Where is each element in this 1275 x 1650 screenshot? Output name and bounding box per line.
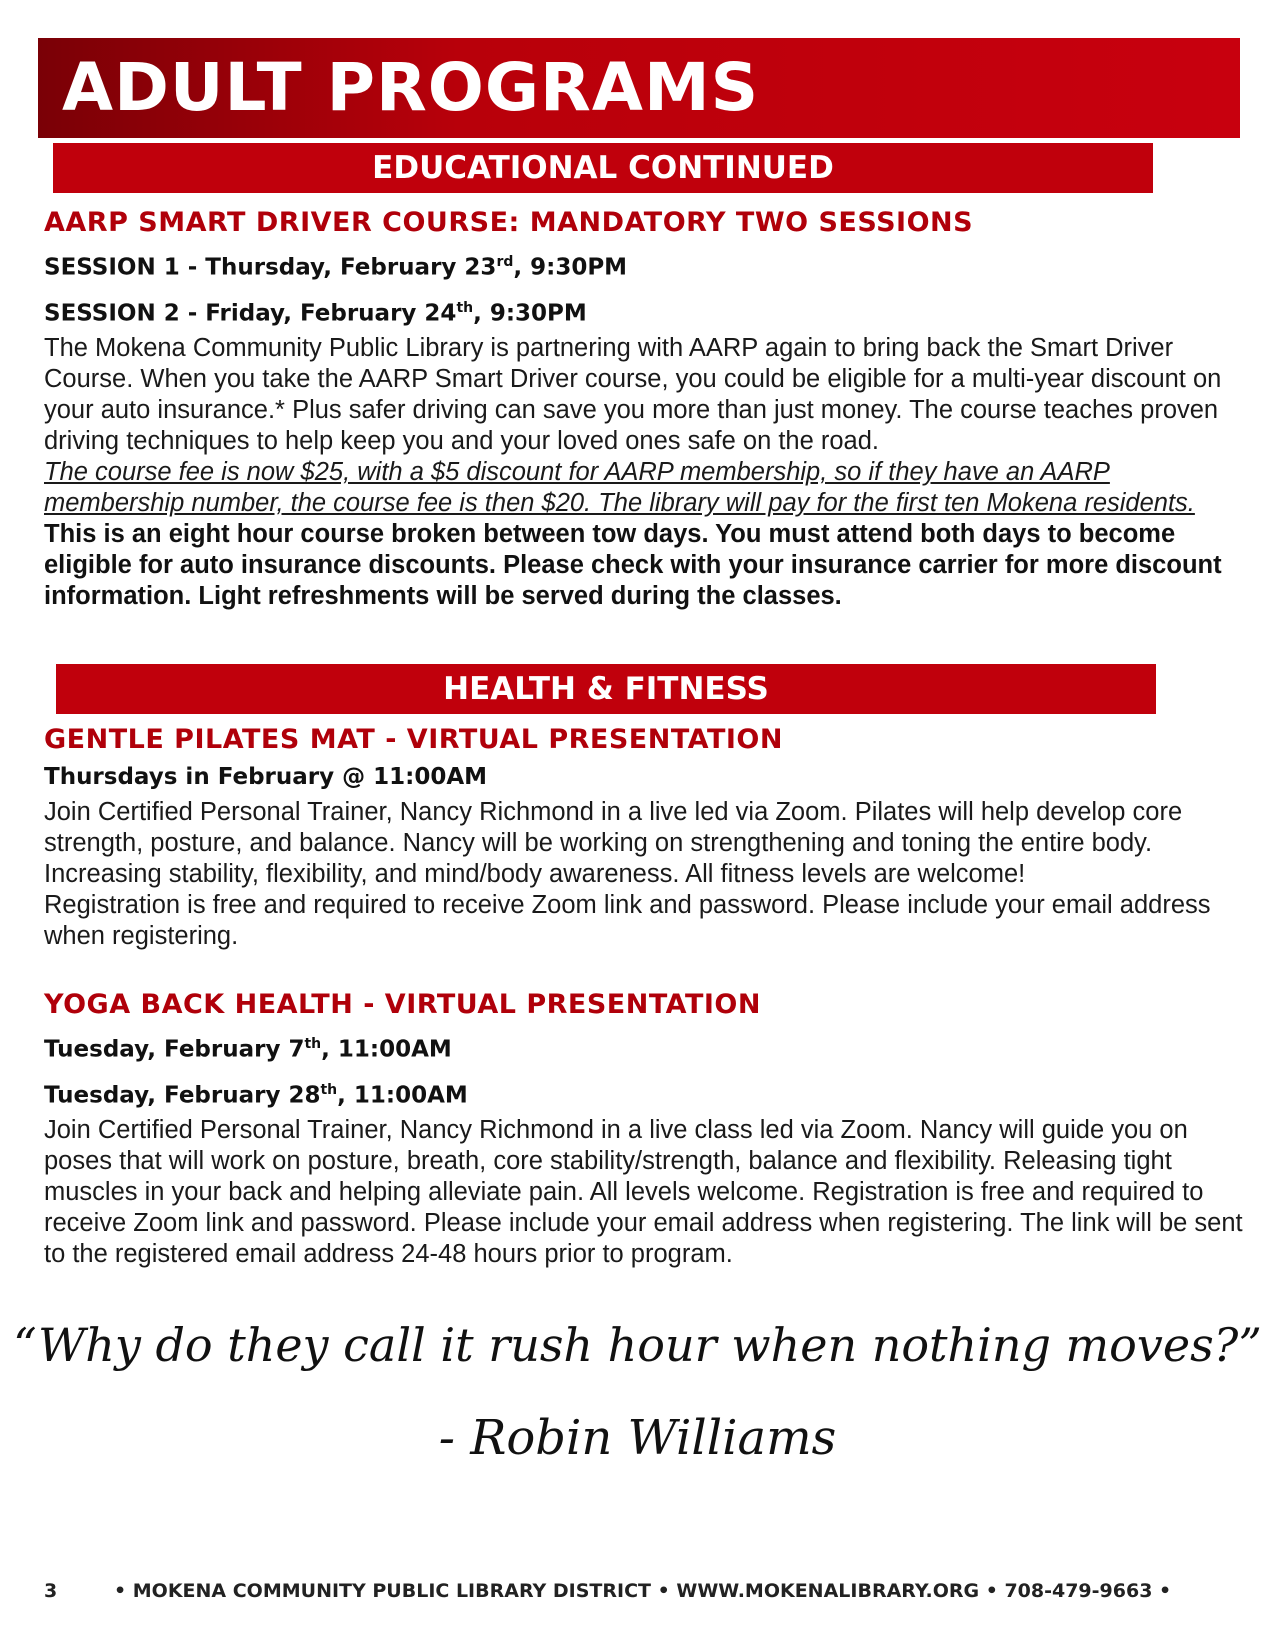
yoga-date-2-time: , 11:00AM — [337, 1082, 468, 1109]
session-1-date-text: SESSION 1 - Thursday, February 23 — [44, 254, 497, 281]
program-title-yoga: YOGA BACK HEALTH - VIRTUAL PRESENTATION — [44, 989, 761, 1020]
yoga-date-2 — [44, 1070, 1244, 1116]
quote-text: “Why do they call it rush hour when nothing moves?” — [13, 1318, 1262, 1372]
yoga-date-1 — [44, 1024, 1244, 1070]
aarp-program — [44, 206, 1244, 612]
pilates-registration: Registration is free and required to receive Zoom link and password. Please include your email address when registering. — [44, 891, 1211, 950]
yoga-date-1-suffix: th — [304, 1036, 322, 1052]
session-2-date-suffix: th — [456, 299, 474, 316]
yoga-date-1-text: Tuesday, February 7 — [44, 1036, 305, 1063]
page-number: 3 — [44, 1580, 58, 1602]
yoga-description: Join Certified Personal Trainer, Nancy Richmond in a live class led via Zoom. Nancy will guide you on poses that will work on posture, breath, core stability/strength, balance and flexibility. Releasing tight muscles in your back and helping alleviate pain. All levels welcome. Registration is free and required to receive Zoom link and password. Please include your email address when registering. The link will be sent to the registered email address 24-48 hours prior to program. — [44, 1116, 1243, 1269]
footer-contact: • MOKENA COMMUNITY PUBLIC LIBRARY DISTRICT • WWW.MOKENALIBRARY.ORG • 708-479-9663 • — [114, 1580, 1172, 1602]
pilates-date: Thursdays in February @ 11:00AM — [44, 764, 488, 790]
aarp-attendance-note: This is an eight hour course broken between tow days. You must attend both days to become eligible for auto insurance discounts. Please check with your insurance carrier for more discount information. Light refreshments will be served during the classes. — [44, 520, 1222, 611]
session-1-time: , 9:30PM — [513, 254, 628, 281]
pilates-program — [44, 723, 1244, 952]
section-header-health: HEALTH & FITNESS — [56, 664, 1156, 714]
yoga-date-2-suffix: th — [320, 1081, 338, 1098]
page-title: ADULT PROGRAMS — [62, 49, 760, 126]
yoga-date-1-time: , 11:00AM — [321, 1036, 452, 1063]
header-banner — [38, 38, 1240, 138]
pilates-description: Join Certified Personal Trainer, Nancy Richmond in a live led via Zoom. Pilates will help develop core strength, posture, and balance. Nancy will be working on strengthening and toning the entire body. Increasing stability, flexibility, and mind/body awareness. All fitness levels are welcome! — [44, 798, 1183, 888]
aarp-description: The Mokena Community Public Library is partnering with AARP again to bring back the Smart Driver Course. When you take the AARP Smart Driver course, you could be eligible for a multi-year discount on your auto insurance.* Plus safer driving can save you more than just money. The course teaches proven driving techniques to help keep you and your loved ones safe on the road. — [44, 334, 1222, 456]
program-title-pilates: GENTLE PILATES MAT - VIRTUAL PRESENTATION — [44, 724, 783, 755]
session-2-date-text: SESSION 2 - Friday, February 24 — [44, 300, 457, 327]
session-1-date-suffix: rd — [496, 254, 514, 270]
quote-author: - Robin Williams — [438, 1410, 837, 1466]
session-2-time: , 9:30PM — [473, 300, 587, 327]
program-title-aarp: AARP SMART DRIVER COURSE: MANDATORY TWO SESSIONS — [44, 207, 974, 238]
session-1-date — [44, 242, 1244, 288]
aarp-fee-note: The course fee is now $25, with a $5 discount for AARP membership, so if they have an AARP membership number, the course fee is then $20. The library will pay for the first ten Mokena residents. — [44, 458, 1195, 518]
session-2-date — [44, 288, 1244, 334]
yoga-date-2-text: Tuesday, February 28 — [44, 1082, 321, 1109]
yoga-program — [44, 988, 1244, 1270]
section-header-educational: EDUCATIONAL CONTINUED — [53, 143, 1153, 193]
